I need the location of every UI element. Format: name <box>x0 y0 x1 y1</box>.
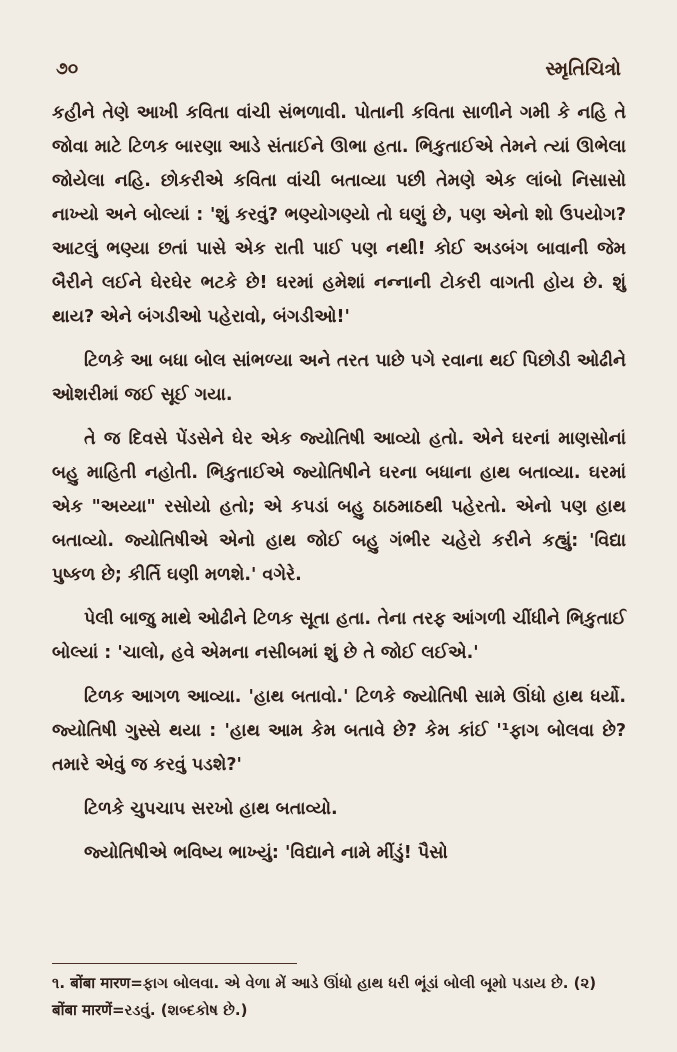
page-header <box>56 54 621 84</box>
paragraph-5: ટિળક આગળ આવ્યા. 'હાથ બતાવો.' ટિળકે જ્યોતિષી સામે ઊંધો હાથ ધર્યો. જ્યોતિષી ગુસ્સે થયા : 'હાથ આમ કેમ બતાવે છે? કેમ કાંઈ '¹ફાગ બોલવા છે? તમારે એવું જ કરવું પડશે?' <box>52 687 626 775</box>
paragraph-6: ટિળકે ચુપચાપ સરખો હાથ બતાવ્યો. <box>84 799 338 819</box>
paragraph-3: તે જ દિવસે પેંડસેને ઘેર એક જ્યોતિષી આવ્યો હતો. એને ઘરનાં માણસોનાં બહુ માહિતી નહોતી. ભિકુતાઈએ જ્યોતિષીને ઘરના બધાના હાથ બતાવ્યા. ઘરમાં એક "અય્યા" રસોયો હતો; એ કપડાં બહુ ઠાઠમાઠથી પહેરતો. એનો પણ હાથ બતાવ્યો. જ્યોતિષીએ એનો હાથ જોઈ બહુ ગંભીર ચહેરો કરીને કહ્યું: 'વિદ્યા પુષ્કળ છે; કીર્તિ ઘણી મળશે.' વગેરે. <box>52 429 626 585</box>
paragraph-4: પેલી બાજુ માથે ઓઢીને ટિળક સૂતા હતા. તેના તરફ આંગળી ચીંધીને ભિકુતાઈ બોલ્યાં : 'ચાલો, હવે એમના નસીબમાં શું છે તે જોઈ લઈએ.' <box>52 609 626 663</box>
footnote: ૧. बोंबा मारण=ફાગ બોલવા. એ વેળા મેં આડે ઊંધો હાથ ધરી ભૂંડાં બોલી બૂમો પડાય છે. (૨) बोंबा मारणें=રડવું. (શબ્દકોષ છે.) <box>52 974 597 1019</box>
running-head: સ્મૃતિચિત્રો <box>545 58 621 80</box>
paragraph-7: જ્યોતિષીએ ભવિષ્ય ભાખ્યું: 'વિદ્યાને નામે મીંડું! પૈસો <box>84 843 448 863</box>
paragraph-1: કહીને તેણે આખી કવિતા વાંચી સંભળાવી. પોતાની કવિતા સાળીને ગમી કે નહિ તે જોવા માટે ટિળક બારણા આડે સંતાઈને ઊભા હતા. ભિકુતાઈએ તેમને ત્યાં ઊભેલા જોયેલા નહિ. છોકરીએ કવિતા વાંચી બતાવ્યા પછી તેમણે એક લાંબો નિસાસો નાખ્યો અને બોલ્યાં : 'શું કરવું? ભણ્યોગણ્યો તો ઘણું છે, પણ એનો શો ઉપયોગ? આટલું ભણ્યા છતાં પાસે એક રાતી પાઈ પણ નથી! કોઈ અડબંગ બાવાની જેમ બૈરીને લઈને ઘેરઘેર ભટકે છે! ઘરમાં હમેશાં નન્નાની ટોકરી વાગતી હોય છે. શું થાય? એને બંગડીઓ પહેરાવો, બંગડીઓ!' <box>52 103 626 327</box>
body-text <box>52 96 626 880</box>
paragraph-2: ટિળકે આ બધા બોલ સાંભળ્યા અને તરત પાછે પગે રવાના થઈ પિછોડી ઓઢીને ઓશરીમાં જઈ સૂઈ ગયા. <box>52 351 626 405</box>
footnote-divider <box>52 963 297 964</box>
page-number: ૭૦ <box>56 59 79 79</box>
